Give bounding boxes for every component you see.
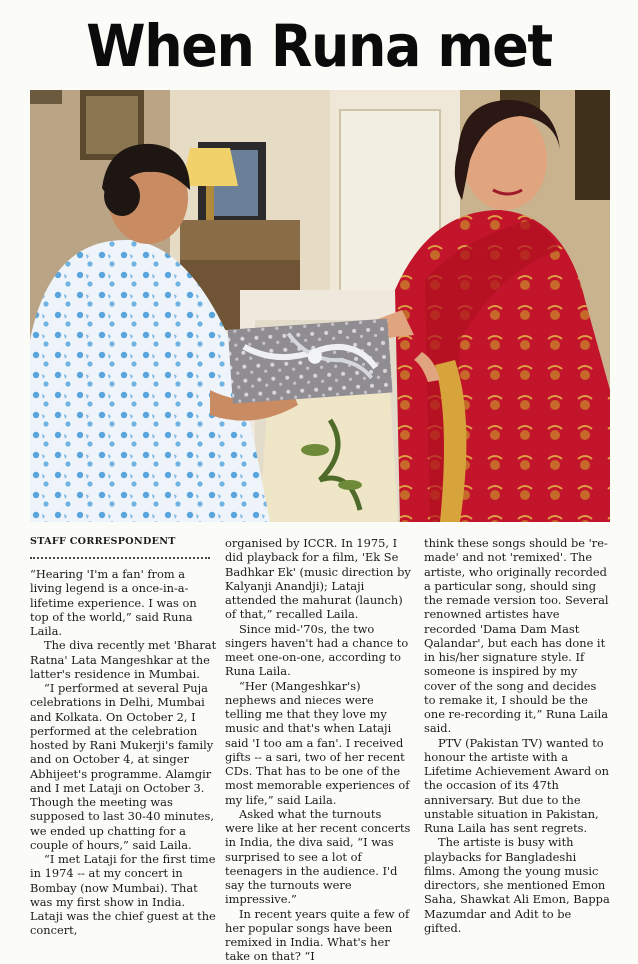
- paragraph: The artiste is busy with playbacks for Bangladeshi films. Among the young music directors, she mentioned Emon Saha, Shawkat Ali Emon, Bappa Mazumdar and Adit to be gifted.: [424, 835, 610, 935]
- article-column-1: [30, 567, 217, 938]
- byline: STAFF CORRESPONDENT: [30, 536, 176, 547]
- article-photo: [30, 90, 610, 522]
- paragraph: PTV (Pakistan TV) wanted to honour the artiste with a Lifetime Achievement Award on the occasion of its 47th anniversary. But due to the unstable situation in Pakistan, Runa Laila has sent regrets.: [424, 735, 609, 835]
- headline: When Runa met: [86, 12, 552, 80]
- paragraph: Asked what the turnouts were like at her recent concerts in India, the diva said, “I was surprised to see a lot of teenagers in the audience. I'd say the turnouts were impressive.”: [225, 806, 411, 907]
- byline-divider: [30, 557, 210, 559]
- paragraph: “Her (Mangeshkar's) nephews and nieces were telling me that they love my music and that's when Lataji said 'I too am a fan'. I received gifts -- a sari, two of her recent CDs. That has to be one of the most memorable experiences of my life,” said Laila.: [225, 678, 410, 807]
- paragraph: think these songs should be 're-made' and not 'remixed'. The artiste, who originally recorded a particular song, should sing the remade version too. Several renowned artistes have recorded 'Dama Dam Mast Qalandar', but each has done it in his/her signature style. If someone is inspired by my cover of the song and decides to remake it, I should be the one re-recording it,” Runa Laila said.: [424, 536, 609, 736]
- paragraph: The diva recently met 'Bharat Ratna' Lata Mangeshkar at the latter's residence in Mumbai.: [30, 638, 217, 681]
- paragraph: “I performed at several Puja celebrations in Delhi, Mumbai and Kolkata. On October 2, I performed at the celebration hosted by Rani Mukerji's family and on October 4, at singer Abhijeet's programme. Alamgir and I met Lataji on October 3. Though the meeting was supposed to last 30-40 minutes, we ended up chatting for a couple of hours,” said Laila.: [30, 681, 215, 852]
- paragraph: Since mid-'70s, the two singers haven't had a chance to meet one-on-one, according to Runa Laila.: [225, 621, 409, 679]
- article-column-2: [225, 536, 412, 964]
- paragraph: “Hearing 'I'm a fan' from a living legend is a once-in-a-lifetime experience. I was on top of the world,” said Runa Laila.: [30, 567, 197, 638]
- paragraph: In recent years quite a few of her popular songs have been remixed in India. What's her take on that? “I: [225, 906, 410, 964]
- paragraph: organised by ICCR. In 1975, I did playback for a film, 'Ek Se Badhkar Ek' (music direction by Kalyanji Anandji); Lataji attended the mahurat (launch) of that,” recalled Laila.: [225, 536, 411, 622]
- paragraph: “I met Lataji for the first time in 1974 -- at my concert in Bombay (now Mumbai). That was my first show in India. Lataji was the chief guest at the concert,: [30, 852, 216, 938]
- article-column-3: [424, 536, 611, 935]
